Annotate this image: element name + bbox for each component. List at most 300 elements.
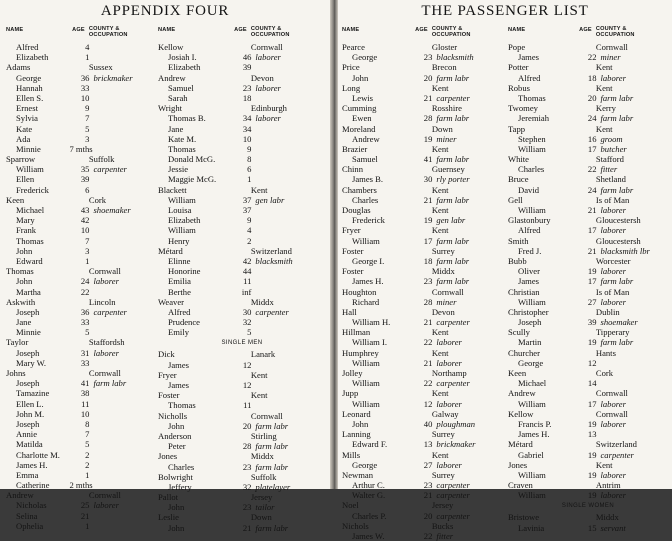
person-name: Scully xyxy=(508,327,530,338)
person-age: 28 xyxy=(423,113,433,124)
family-row xyxy=(508,439,668,449)
county: Kent xyxy=(431,143,449,154)
county xyxy=(251,317,326,327)
person-age: 16 xyxy=(587,133,597,144)
family-row xyxy=(508,215,668,225)
person-age xyxy=(223,246,246,256)
family-row xyxy=(342,500,504,510)
person-name: Matilda xyxy=(16,439,43,450)
family-row xyxy=(342,287,504,297)
person-name: Peter xyxy=(168,441,186,452)
person-age xyxy=(405,266,427,276)
person-name: Alfred xyxy=(168,306,191,317)
person-row xyxy=(6,164,156,174)
person-row xyxy=(342,52,504,62)
family-row xyxy=(342,450,504,460)
person-name: Jane xyxy=(168,123,184,134)
person-name: George xyxy=(16,72,42,83)
person-name: Samuel xyxy=(352,154,378,165)
county xyxy=(89,236,156,246)
person-age: 27 xyxy=(587,296,597,307)
person-row xyxy=(342,93,504,103)
county xyxy=(89,134,156,144)
person-age xyxy=(570,124,591,134)
person-age xyxy=(405,500,427,510)
person-name: Ellen S. xyxy=(16,92,44,103)
person-name: William I. xyxy=(352,337,387,348)
county: Gloucestersh xyxy=(595,215,641,226)
family-row xyxy=(158,451,326,461)
family-row xyxy=(158,512,326,522)
person-age: 33 xyxy=(80,357,90,368)
county xyxy=(89,113,156,123)
county xyxy=(89,246,156,256)
person-row xyxy=(6,256,156,266)
person-name: Elinne xyxy=(168,255,191,266)
person-age: 14 xyxy=(587,378,597,389)
person-name: William xyxy=(518,205,546,215)
person-age: 21 xyxy=(423,490,433,501)
person-row xyxy=(342,236,504,246)
person-row xyxy=(508,73,668,83)
family-row xyxy=(508,307,668,317)
person-row xyxy=(158,523,326,533)
county: Middx xyxy=(595,512,619,523)
family-row xyxy=(158,411,326,421)
person-age xyxy=(223,103,246,113)
occupation: carpenter xyxy=(255,306,289,317)
person-age xyxy=(223,451,246,461)
person-name: Edward xyxy=(16,255,43,266)
county: Cork xyxy=(88,194,107,205)
occupation: carpenter xyxy=(436,490,470,501)
county: Dublin xyxy=(595,306,620,317)
family-row xyxy=(158,42,326,52)
county xyxy=(89,388,156,398)
person-name: Honorine xyxy=(168,266,201,277)
person-row xyxy=(508,470,668,480)
county: Kent xyxy=(250,184,268,195)
county: Kent xyxy=(431,184,449,195)
family-row xyxy=(342,348,504,358)
occupation: farm labr xyxy=(600,276,634,287)
family-row xyxy=(508,480,668,490)
person-age: 10 xyxy=(80,408,90,419)
person-name: Annie xyxy=(16,429,38,440)
occupation: brickmaker xyxy=(93,72,133,83)
county xyxy=(251,215,326,225)
person-age xyxy=(405,124,427,134)
person-age: 8 xyxy=(247,154,252,165)
person-age xyxy=(405,429,427,439)
person-name: Ada xyxy=(16,133,31,144)
person-name: Sparrow xyxy=(6,154,36,165)
person-age xyxy=(570,174,591,184)
occupation: laborer xyxy=(93,276,119,287)
person-name: Minnie xyxy=(16,143,41,154)
person-name: John xyxy=(168,502,185,513)
person-name: Emma xyxy=(16,469,39,480)
person-age: 23 xyxy=(242,502,252,513)
person-name: Joseph xyxy=(16,306,40,317)
family-row xyxy=(6,195,156,205)
person-name: Alfred xyxy=(16,42,39,52)
person-name: Jones xyxy=(158,451,178,462)
occupation: groom xyxy=(600,133,623,144)
person-name: Andrew xyxy=(508,388,536,399)
county xyxy=(251,380,326,390)
person-age: 2 xyxy=(247,235,252,246)
person-row xyxy=(6,399,156,409)
county: Cork xyxy=(595,368,614,378)
family-row xyxy=(342,42,504,52)
occupation: blacksmith xyxy=(436,52,474,63)
person-age xyxy=(223,297,246,307)
person-age: 30 xyxy=(423,174,433,185)
person-name: Ewen xyxy=(352,113,372,124)
person-row xyxy=(342,195,504,205)
person-name: Fred J. xyxy=(518,245,542,256)
person-age: 3 xyxy=(85,133,90,144)
family-row xyxy=(158,431,326,441)
person-age: 30 xyxy=(242,306,252,317)
person-name: Jones xyxy=(508,459,528,470)
person-age xyxy=(405,521,427,531)
occupation: farm labr xyxy=(255,441,289,452)
person-name: Nichols xyxy=(342,520,369,531)
person-age: inf xyxy=(241,286,252,297)
county xyxy=(251,276,326,286)
person-name: Elizabeth xyxy=(168,62,201,73)
person-age xyxy=(570,460,591,470)
county: Cornwall xyxy=(88,266,121,277)
person-age: 9 xyxy=(247,143,252,154)
family-row xyxy=(342,246,504,256)
person-age: 18 xyxy=(587,72,597,83)
person-row xyxy=(158,62,326,72)
person-row xyxy=(6,276,156,286)
person-age xyxy=(223,349,246,359)
person-row xyxy=(508,164,668,174)
person-age: 24 xyxy=(587,113,597,124)
passenger-column xyxy=(6,26,156,531)
person-name: William xyxy=(352,378,380,389)
occupation: carpenter xyxy=(93,164,127,175)
occupation: farm labr xyxy=(436,154,470,165)
column-header xyxy=(6,26,156,42)
occupation: blacksmith lbr xyxy=(600,245,650,256)
county xyxy=(89,93,156,103)
county: Devon xyxy=(250,72,274,83)
person-row xyxy=(342,174,504,184)
county xyxy=(89,511,156,521)
person-age: 25 xyxy=(80,500,90,511)
person-row xyxy=(508,93,668,103)
person-age: 17 xyxy=(423,235,433,246)
person-row xyxy=(6,388,156,398)
person-age xyxy=(405,185,427,195)
person-row xyxy=(508,113,668,123)
family-row xyxy=(508,62,668,72)
family-row xyxy=(508,83,668,93)
person-age: 21 xyxy=(423,317,433,328)
header-age: AGE xyxy=(72,27,85,33)
county: Kent xyxy=(250,369,268,380)
person-row xyxy=(508,399,668,409)
family-row xyxy=(6,154,156,164)
person-row xyxy=(6,409,156,419)
person-age xyxy=(405,246,427,256)
county: Cornwall xyxy=(595,42,628,52)
person-name: William xyxy=(518,398,546,409)
person-name: Richard xyxy=(352,296,380,307)
family-row xyxy=(342,470,504,480)
person-age xyxy=(405,287,427,297)
person-name: Anderson xyxy=(158,430,192,441)
family-row xyxy=(342,409,504,419)
person-name: Berthe xyxy=(168,286,191,297)
person-row xyxy=(6,225,156,235)
person-row xyxy=(6,460,156,470)
county xyxy=(89,521,156,531)
person-age: 46 xyxy=(242,52,252,63)
person-name: Alfred xyxy=(518,72,541,83)
header-name: NAME xyxy=(342,27,360,33)
person-age: 37 xyxy=(242,194,252,205)
person-name: Michael xyxy=(518,378,547,389)
person-name: Arthur C. xyxy=(352,480,385,491)
county: Bucks xyxy=(431,520,454,531)
person-name: Pallot xyxy=(158,492,179,503)
person-name: Emily xyxy=(168,327,190,338)
county xyxy=(251,360,326,370)
person-name: Moreland xyxy=(342,123,376,134)
person-name: John xyxy=(168,522,185,533)
person-row xyxy=(6,450,156,460)
person-age xyxy=(64,266,84,276)
county xyxy=(251,62,326,72)
person-row xyxy=(158,482,326,492)
person-name: William xyxy=(518,296,546,307)
person-name: Andrew xyxy=(352,133,380,144)
person-name: Frederick xyxy=(352,215,385,226)
person-name: Leonard xyxy=(342,408,371,419)
family-row xyxy=(6,62,156,72)
county: Kent xyxy=(595,123,613,134)
occupation: laborer xyxy=(600,266,626,277)
person-name: Prudence xyxy=(168,317,200,328)
county xyxy=(596,429,668,439)
person-name: Thomas xyxy=(168,143,196,154)
person-row xyxy=(508,134,668,144)
person-name: Thomas B. xyxy=(168,113,206,124)
section-heading: SINGLE WOMEN xyxy=(561,503,615,510)
person-name: William xyxy=(352,357,380,368)
person-age: 22 xyxy=(587,52,597,63)
occupation: shoemaker xyxy=(600,317,638,328)
person-row xyxy=(158,195,326,205)
family-row xyxy=(342,429,504,439)
person-age: 7 xyxy=(85,429,90,440)
family-row xyxy=(6,266,156,276)
person-age xyxy=(405,42,427,52)
person-name: Kellow xyxy=(508,408,534,419)
person-age: 18 xyxy=(242,92,252,103)
family-row xyxy=(508,327,668,337)
person-age: 23 xyxy=(242,461,252,472)
person-name: Houghton xyxy=(342,286,377,297)
person-age: 36 xyxy=(80,72,90,83)
person-age: 5 xyxy=(247,327,252,338)
person-row xyxy=(6,480,156,490)
family-row xyxy=(342,62,504,72)
page-title: APPENDIX FOUR xyxy=(100,3,230,19)
person-name: Francis P. xyxy=(518,418,552,429)
person-row xyxy=(508,358,668,368)
family-row xyxy=(342,307,504,317)
person-row xyxy=(6,358,156,368)
county: Northamp xyxy=(431,368,467,378)
person-row xyxy=(158,421,326,431)
occupation: carpenter xyxy=(436,378,470,389)
person-row xyxy=(158,317,326,327)
header-occupation: OCCUPATION xyxy=(595,32,635,38)
person-name: Mary W. xyxy=(16,357,47,368)
person-row xyxy=(342,154,504,164)
person-age: 11 xyxy=(81,398,90,409)
person-age: 21 xyxy=(80,510,90,521)
county: Edinburgh xyxy=(250,103,287,114)
person-name: William xyxy=(168,225,196,236)
person-name: James xyxy=(518,52,540,63)
county: Tipperary xyxy=(595,327,630,338)
person-name: White xyxy=(508,154,529,165)
person-name: Charles xyxy=(168,461,195,472)
person-name: Fryer xyxy=(342,225,361,236)
occupation: carpenter xyxy=(600,449,634,460)
person-row xyxy=(342,256,504,266)
county: Worcester xyxy=(595,255,631,266)
person-age: 24 xyxy=(80,276,90,287)
person-name: William H. xyxy=(352,317,391,328)
person-name: Sylvia xyxy=(16,113,38,124)
person-name: Oliver xyxy=(518,266,540,277)
occupation: gen labr xyxy=(255,194,285,205)
person-age: 21 xyxy=(242,522,252,533)
county xyxy=(89,460,156,470)
person-age: 6 xyxy=(247,164,252,175)
county: Is of Man xyxy=(595,286,630,297)
person-name: Joseph xyxy=(16,347,40,358)
person-row xyxy=(6,103,156,113)
person-row xyxy=(342,337,504,347)
family-row xyxy=(158,185,326,195)
person-name: Chambers xyxy=(342,184,377,195)
occupation: farm labr xyxy=(93,378,127,389)
county: Middx xyxy=(431,266,455,277)
person-row xyxy=(158,134,326,144)
county: Down xyxy=(431,123,453,134)
person-age xyxy=(405,164,427,174)
occupation: farm labr xyxy=(600,337,634,348)
family-row xyxy=(158,73,326,83)
person-age: 5 xyxy=(85,327,90,338)
county: Kent xyxy=(431,205,449,215)
occupation: farm labr xyxy=(436,276,470,287)
person-row xyxy=(6,521,156,531)
person-age: 1 xyxy=(85,52,90,63)
person-age: 42 xyxy=(80,215,90,226)
person-age xyxy=(405,450,427,460)
county xyxy=(251,154,326,164)
family-row xyxy=(158,370,326,380)
county xyxy=(89,419,156,429)
person-row xyxy=(158,124,326,134)
person-row xyxy=(342,297,504,307)
person-age: 41 xyxy=(80,378,90,389)
person-age xyxy=(405,470,427,480)
county xyxy=(89,215,156,225)
person-age xyxy=(570,62,591,72)
occupation: fitter xyxy=(436,531,454,541)
county: Sussex xyxy=(88,62,113,73)
county xyxy=(89,327,156,337)
family-row xyxy=(508,256,668,266)
person-name: Wright xyxy=(158,103,182,114)
person-age: 5 xyxy=(85,439,90,450)
person-name: Bolwright xyxy=(158,471,193,482)
person-name: Bristowe xyxy=(508,512,540,523)
person-age: 21 xyxy=(587,205,597,215)
county: Switzerland xyxy=(250,245,292,256)
county xyxy=(89,358,156,368)
person-age: 21 xyxy=(423,92,433,103)
person-age xyxy=(223,411,246,421)
person-row xyxy=(158,236,326,246)
person-name: Ellen xyxy=(16,174,35,185)
county xyxy=(251,205,326,215)
person-age: 28 xyxy=(242,441,252,452)
person-age: 21 xyxy=(423,357,433,368)
person-name: Glastonbury xyxy=(508,215,551,226)
person-name: Alfred xyxy=(518,225,541,236)
county: Cornwall xyxy=(595,388,628,399)
person-name: Sarah xyxy=(168,92,188,103)
county xyxy=(89,429,156,439)
person-row xyxy=(158,266,326,276)
person-row xyxy=(508,52,668,62)
person-row xyxy=(158,113,326,123)
county xyxy=(89,185,156,195)
person-age: 23 xyxy=(423,276,433,287)
county: Switzerland xyxy=(595,439,637,450)
person-name: Smith xyxy=(508,235,529,246)
person-row xyxy=(508,225,668,235)
person-name: Adams xyxy=(6,62,31,73)
occupation: laborer xyxy=(436,398,462,409)
person-name: John xyxy=(16,276,33,287)
person-row xyxy=(158,215,326,225)
person-name: Charlotte M. xyxy=(16,449,60,460)
header-age: AGE xyxy=(415,27,428,33)
person-row xyxy=(508,337,668,347)
county: Middx xyxy=(250,451,274,462)
person-age: 32 xyxy=(242,317,252,328)
person-name: Charles xyxy=(352,194,379,205)
person-age: 19 xyxy=(423,215,433,226)
occupation: fitter xyxy=(600,164,618,175)
person-row xyxy=(6,215,156,225)
